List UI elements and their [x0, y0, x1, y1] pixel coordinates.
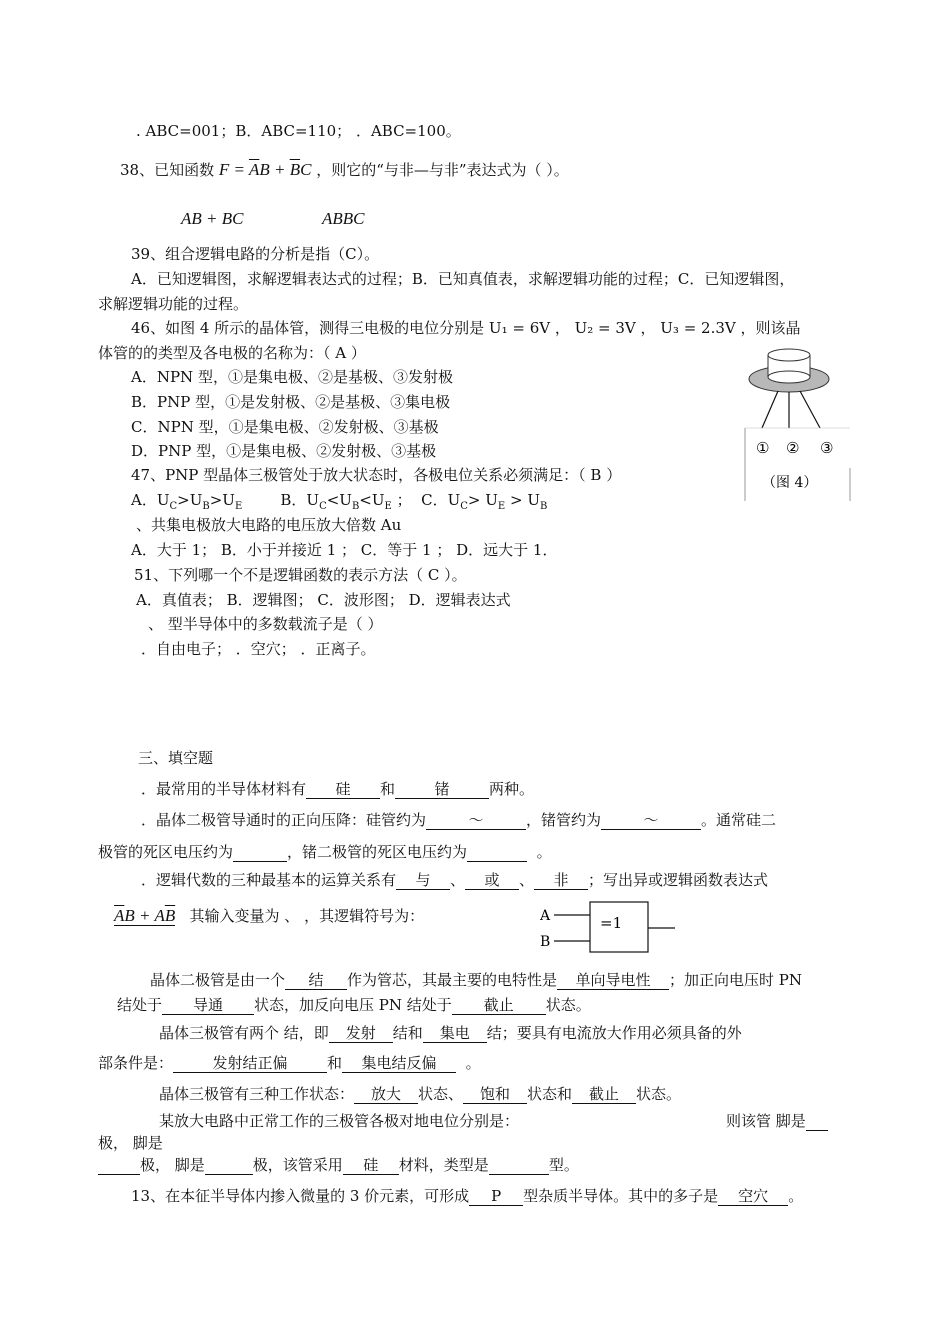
- fill-5: [159, 1023, 742, 1043]
- question-46-cont: 体管的的类型及各电极的名称为：（ A ）: [98, 344, 366, 362]
- fill-4-pre: 晶体二极管是由一个: [150, 971, 286, 989]
- q46-option-c: C．NPN 型，①是集电极、②发射极、③基极: [131, 418, 439, 436]
- fill-13-mid: 型杂质半导体。其中的多子是: [523, 1187, 719, 1205]
- fill-3-pre: ．逻辑代数的三种最基本的运算关系有: [141, 871, 397, 889]
- fill-2-pre: ．晶体二极管导通时的正向压降：硅管约为: [141, 811, 427, 829]
- fill-1-post: 两种。: [489, 780, 535, 798]
- fill-6-post: 状态。: [636, 1085, 682, 1103]
- question-51: 51、下列哪一个不是逻辑函数的表示方法（ C ）。: [134, 566, 467, 584]
- fill-7c-t4: 型。: [548, 1156, 579, 1174]
- gate-label: =1: [600, 914, 623, 932]
- fill-4b-answer-1: 导通: [162, 996, 254, 1015]
- fill-5b-pre: 部条件是：: [98, 1054, 174, 1072]
- fill-7c-t3: 材料，类型是: [398, 1156, 489, 1174]
- q39-options-cont: 求解逻辑功能的过程。: [98, 295, 249, 313]
- fill-5-answer-1: 发射: [329, 1024, 393, 1043]
- fig4-pin-2: ②: [786, 439, 800, 457]
- fill-4-mid: 作为管芯，其最主要的电特性是: [347, 971, 558, 989]
- fill-6-pre: 晶体三极管有三种工作状态：: [159, 1085, 355, 1103]
- fill-6: [159, 1084, 681, 1104]
- fill-6-answer-3: 截止: [572, 1085, 636, 1104]
- fill-7c-blank-1: [98, 1156, 140, 1175]
- fill-4-answer-2: 单向导电性: [557, 971, 669, 990]
- fill-1-answer-1: 硅: [306, 780, 380, 799]
- q39-options: A．已知逻辑图，求解逻辑表达式的过程；B．已知真值表，求解逻辑功能的过程；C．已知逻辑图，: [131, 270, 795, 288]
- fill-6-answer-1: 放大: [354, 1085, 418, 1104]
- fill-2-cont: [98, 842, 552, 862]
- fill-13-pre: 13、在本征半导体内掺入微量的 3 价元素，可形成: [131, 1187, 470, 1205]
- fill-13-answer-1: P: [469, 1187, 523, 1206]
- fill-1-answer-2: 锗: [395, 780, 489, 799]
- fill-5-cont: [98, 1053, 481, 1073]
- q47-options: A．$U_C>U_B>U_E$ B．$U_C<U_B<U_E$ ； C．$U_C> U_E > U_B$: [131, 491, 548, 512]
- question-47: 47、PNP 型晶体三极管处于放大状态时，各极电位关系必须满足：（ B ）: [131, 466, 622, 484]
- q46-option-b: B．PNP 型，①是发射极、②是基极、③集电极: [131, 393, 451, 411]
- fill-1-mid: 和: [380, 780, 396, 798]
- fill-7-cont-2: [98, 1155, 579, 1175]
- fill-7-pre: 某放大电路中正常工作的三极管各极对地电位分别是：: [159, 1112, 520, 1130]
- gate-input-b: B: [540, 934, 551, 950]
- fill-13: [131, 1186, 803, 1206]
- fill-7: [159, 1111, 519, 1131]
- q-semiconductor-options: ．自由电子； ．空穴； ．正离子。: [141, 640, 376, 658]
- fill-7c-blank-2: [205, 1156, 253, 1175]
- fill-3-post: ；写出异或逻辑函数表达式: [588, 871, 769, 889]
- xor-gate-symbol: [540, 900, 680, 958]
- q46-option-d: D．PNP 型，①是集电极、②发射极、③基极: [131, 442, 437, 460]
- fill-4b-answer-2: 截止: [452, 996, 546, 1015]
- question-semiconductor: 、 型半导体中的多数载流子是（ ）: [148, 615, 383, 633]
- question-46: 46、如图 4 所示的晶体管，测得三电极的电位分别是 U₁ = 6V ， U₂ = 3V ， U₃ = 2.3V ，则该晶: [131, 319, 801, 337]
- fill-2-answer-2: ～: [601, 811, 701, 830]
- fill-7-right: [726, 1111, 828, 1131]
- gate-input-a: A: [540, 908, 551, 924]
- fill-7-blank-1: [806, 1112, 828, 1131]
- fill-3-answer-3: 非: [534, 871, 588, 890]
- fill-13-answer-2: 空穴: [718, 1187, 788, 1206]
- question-39: 39、组合逻辑电路的分析是指（C）。: [131, 245, 380, 263]
- line-options-abc: . ABC=001；B．ABC=110； ．ABC=100。: [136, 122, 461, 140]
- fill-4-cont: [117, 995, 591, 1015]
- fill-7b-text: 极， 脚是: [98, 1134, 163, 1152]
- question-38: [120, 160, 569, 180]
- fill-5b-mid: 和: [327, 1054, 343, 1072]
- fill-2b-pre: 极管的死区电压约为: [98, 843, 234, 861]
- fill-1: [141, 779, 534, 799]
- fill-2b-post: 。: [536, 843, 552, 861]
- transistor-figure-4: [742, 343, 852, 503]
- question-48: 、共集电极放大电路的电压放大倍数 Au: [136, 516, 402, 534]
- fill-6-mid-2: 状态和: [527, 1085, 573, 1103]
- fill-3: ．逻辑代数的三种最基本的运算关系有 与 、 或 、 非 ；写出异或逻辑函数表达式: [141, 871, 769, 889]
- fill-6-answer-2: 饱和: [463, 1085, 527, 1104]
- fill-2b-blank-2: [467, 843, 527, 862]
- fig4-pin-3: ③: [820, 439, 834, 457]
- fill-3b-post: 其输入变量为 、 ，其逻辑符号为：: [189, 907, 425, 925]
- fill-2-mid: ，锗管约为: [526, 811, 602, 829]
- fill-4: [150, 970, 802, 990]
- fill-2b-blank-1: [233, 843, 287, 862]
- q38-prefix: 38、已知函数: [120, 161, 215, 179]
- fill-5b-post: 。: [465, 1054, 481, 1072]
- fill-3-answer-2: 或: [465, 871, 519, 890]
- xor-expression: $\overline{A}B + A\overline{B}$: [114, 906, 176, 925]
- fill-4-post: ；加正向电压时 PN: [669, 971, 803, 989]
- fill-4b-mid: 状态，加反向电压 PN 结处于: [254, 996, 452, 1014]
- fill-7c-t1: 极， 脚是: [140, 1156, 205, 1174]
- fill-7-mid: 则该管 脚是: [726, 1112, 806, 1130]
- fill-6-mid-1: 状态、: [418, 1085, 464, 1103]
- q46-option-a: A．NPN 型，①是集电极、②是基极、③发射极: [131, 368, 453, 386]
- fill-5b-answer-2: 集电结反偏: [342, 1054, 456, 1073]
- fill-5-answer-2: 集电: [423, 1024, 487, 1043]
- fill-4b-post: 状态。: [545, 996, 591, 1014]
- q38-suffix: ，则它的“与非—与非”表达式为（ ）。: [316, 161, 569, 179]
- fill-2-post: 。通常硅二: [701, 811, 777, 829]
- fill-13-post: 。: [788, 1187, 804, 1205]
- fill-2: [141, 810, 776, 830]
- fill-2-answer-1: ～: [426, 811, 526, 830]
- fill-7c-answer-1: 硅: [343, 1156, 399, 1175]
- fill-7c-blank-3: [489, 1156, 549, 1175]
- fill-7c-t2: 极，该管采用: [252, 1156, 343, 1174]
- fig4-caption: （图 4）: [762, 475, 818, 491]
- q51-options: A．真值表； B．逻辑图； C．波形图； D．逻辑表达式: [136, 591, 511, 609]
- fill-5-pre: 晶体三极管有两个 结，即: [159, 1024, 329, 1042]
- fig4-pin-1: ①: [756, 439, 770, 457]
- fill-5-mid: 结和: [392, 1024, 423, 1042]
- fill-2b-mid: ，锗二极管的死区电压约为: [287, 843, 468, 861]
- section-heading-fill: 三、填空题: [138, 749, 214, 767]
- q48-options: A．大于 1； B．小于并接近 1 ； C．等于 1 ； D．远大于 1．: [131, 541, 558, 559]
- fill-4b-pre: 结处于: [117, 996, 163, 1014]
- q38-option-b: ABBC: [322, 209, 365, 228]
- fill-3-answer-1: 与: [396, 871, 450, 890]
- q38-option-a: AB + BC: [181, 209, 244, 228]
- fill-5b-answer-1: 发射结正偏: [173, 1054, 327, 1073]
- fill-7-cont: [98, 1133, 163, 1153]
- fill-3-cont: [114, 906, 424, 926]
- q38-formula: $F = \overline{A}B + \overline{B}C$: [218, 160, 312, 179]
- fill-1-pre: ．最常用的半导体材料有: [141, 780, 307, 798]
- fill-5-post: 结；要具有电流放大作用必须具备的外: [486, 1024, 742, 1042]
- fill-4-answer-1: 结: [285, 971, 347, 990]
